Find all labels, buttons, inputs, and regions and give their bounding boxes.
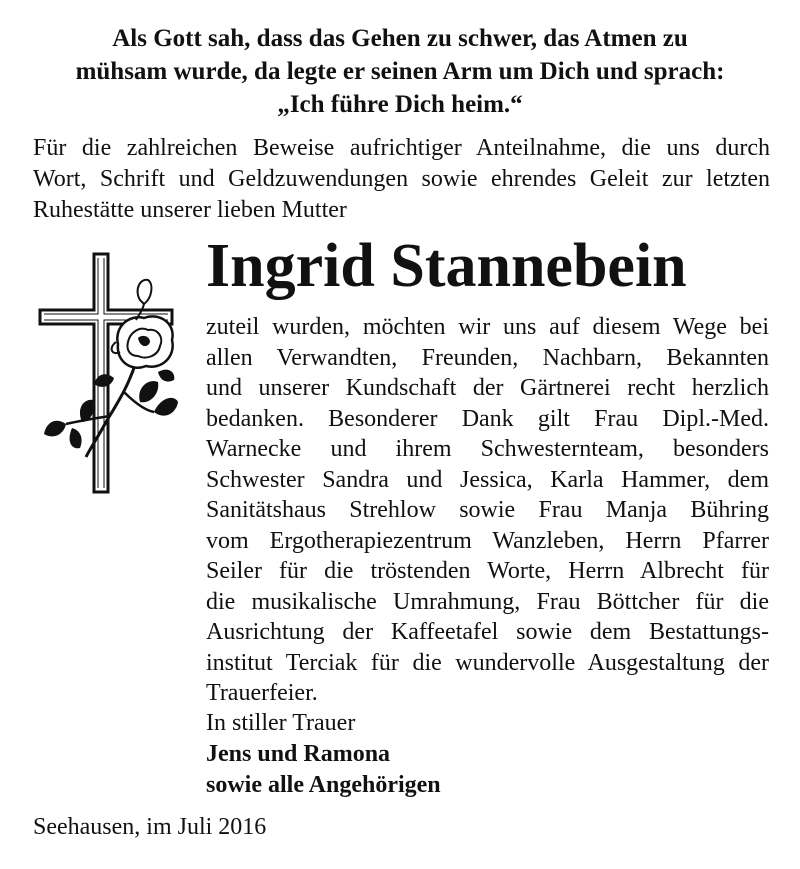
thanks-line: Ausrichtung der Kaffeetafel sowie dem Bestattungs- (206, 619, 769, 645)
place-date: Seehausen, im Juli 2016 (33, 814, 267, 840)
intro-line: Ruhestätte unserer lieben Mutter (33, 197, 347, 223)
quote-line: „Ich führe Dich heim.“ (277, 91, 523, 118)
signature-names: Jens und Ramona (206, 741, 391, 767)
thanks-line: und unserer Kundschaft der Gärtnerei recht herzlich (206, 375, 769, 401)
thanks-line: Schwester Sandra und Jessica, Karla Hammer, dem (206, 466, 769, 493)
intro-line: Wort, Schrift und Geldzuwendungen sowie ehrendes Geleit zur letzten (33, 166, 770, 192)
thanks-line: die musikalische Umrahmung, Frau Böttcher für die (206, 588, 769, 615)
thanks-line: Seiler für die tröstenden Worte, Herrn Albrecht für (206, 558, 769, 584)
intro-line: Für die zahlreichen Beweise aufrichtiger Anteilnahme, die uns durch (33, 135, 770, 161)
quote-block (0, 22, 800, 121)
thanks-line: Trauerfeier. (206, 680, 318, 706)
thanks-line: institut Terciak für die wundervolle Ausgestaltung der (206, 649, 769, 676)
thanks-line: Warnecke und ihrem Schwesternteam, besonders (206, 436, 769, 462)
signature-intro: In stiller Trauer (206, 710, 356, 736)
thanks-paragraph (206, 312, 769, 709)
quote-line: mühsam wurde, da legte er seinen Arm um Dich und sprach: (75, 58, 725, 85)
thanks-line: allen Verwandten, Freunden, Nachbarn, Bekannten (206, 344, 769, 371)
thanks-line: bedanken. Besonderer Dank gilt Frau Dipl.-Med. (206, 405, 769, 432)
thanks-line: vom Ergotherapiezentrum Wanzleben, Herrn Pfarrer (206, 527, 769, 554)
thanks-line: Sanitätshaus Strehlow sowie Frau Manja Bühring (206, 497, 769, 523)
deceased-name: Ingrid Stannebein (206, 232, 687, 300)
signature-block (206, 708, 441, 801)
cross-with-rose-icon (36, 252, 178, 497)
quote-line: Als Gott sah, dass das Gehen zu schwer, das Atmen zu (112, 25, 688, 52)
signature-others: sowie alle Angehörigen (206, 772, 441, 798)
intro-paragraph (33, 133, 770, 226)
thanks-line: zuteil wurden, möchten wir uns auf diesem Wege bei (206, 314, 769, 340)
